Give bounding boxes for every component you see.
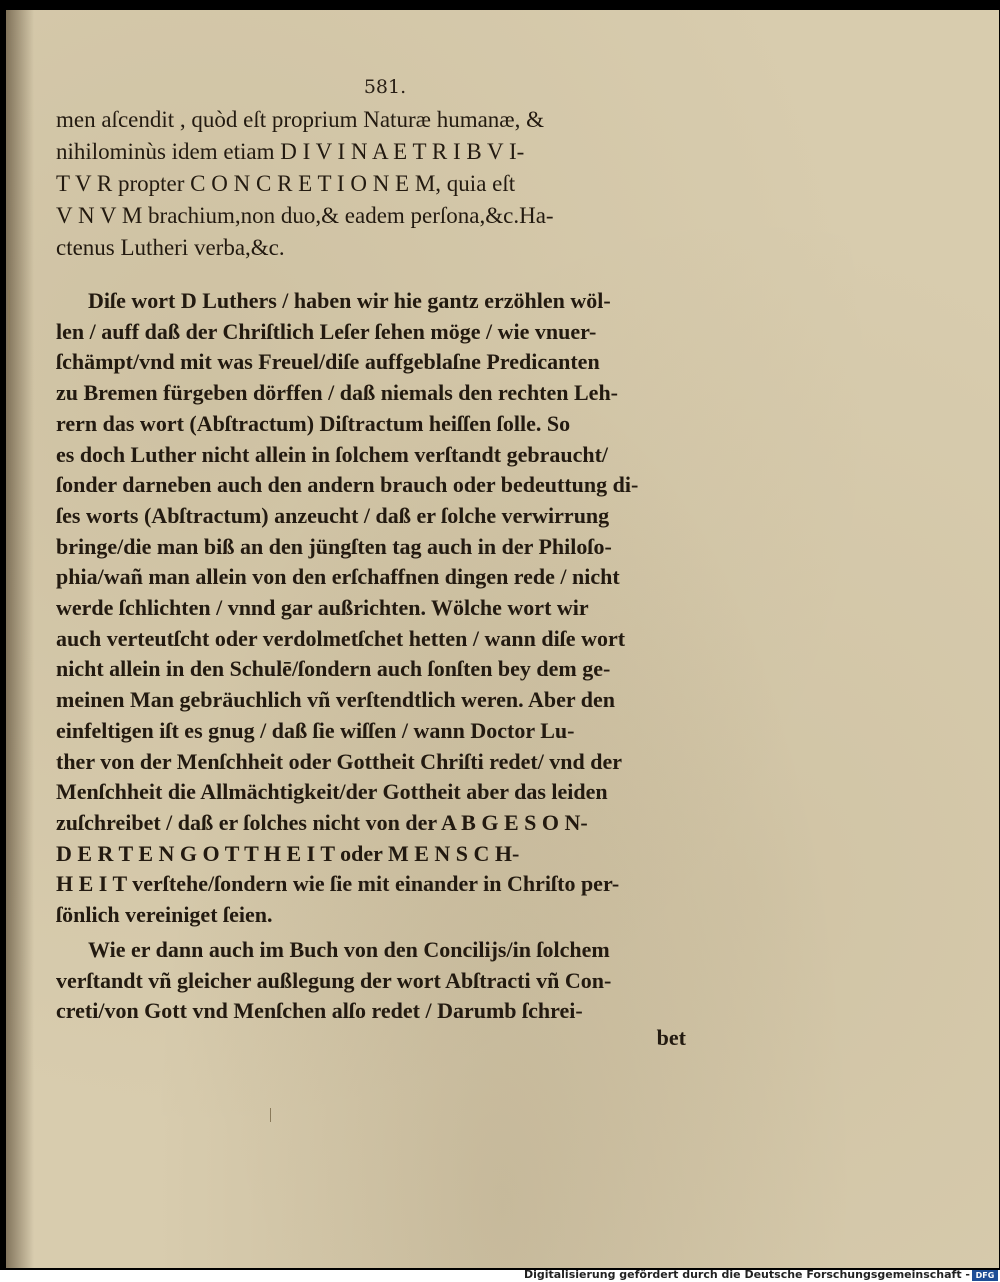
text-line: phia/wañ man allein von den erſchaffnen dingen rede / nicht <box>56 564 620 590</box>
text-line: Menſchheit die Allmächtigkeit/der Gottheit aber das leiden <box>56 779 608 805</box>
text-line: Diſe wort D Luthers / haben wir hie gantz erzöhlen wöl- <box>88 288 611 313</box>
funding-credit: Digitalisierung gefördert durch die Deutsche Forschungsgemeinschaft - <box>523 1268 970 1281</box>
text-line: zuſchreibet / daß er ſolches nicht von der A B G E S O N- <box>56 809 588 835</box>
text-line: H E I T verſtehe/ſondern wie ſie mit einander in Chriſto per- <box>56 871 620 897</box>
text-line: len / auff daß der Chriſtlich Leſer ſehen möge / wie vnuer- <box>56 318 597 344</box>
margin-mark <box>8 290 10 350</box>
text-line: meinen Man gebräuchlich vñ verſtendtlich weren. Aber den <box>56 687 615 713</box>
text-line: verſtandt vñ gleicher außlegung der wort Abſtracti vñ Con- <box>56 967 612 993</box>
text-line: T V R propter C O N C R E T I O N E M, quia eſt <box>56 171 516 196</box>
text-line: ſonder darneben auch den andern brauch oder bedeuttung di- <box>56 472 639 498</box>
text-line: es doch Luther nicht allein in ſolchem verſtandt gebraucht/ <box>56 441 609 467</box>
paragraph-2 <box>56 935 686 1027</box>
text-line: bringe/die man biß an den jüngſten tag auch in der Philoſo- <box>56 533 612 559</box>
text-line: creti/von Gott vnd Menſchen alſo redet / Darumb ſchrei- <box>56 998 583 1024</box>
text-line: ſönlich vereiniget ſeien. <box>56 902 273 928</box>
binding-shadow <box>6 10 34 1268</box>
catchword: bet <box>656 1025 686 1050</box>
text-line: nihilominùs idem etiam D I V I N A E T R I B V I- <box>56 139 525 164</box>
page-number: 581. <box>363 76 407 98</box>
text-line: nicht allein in den Schulē/ſondern auch ſonſten bey dem ge- <box>56 656 611 682</box>
paragraph-1 <box>56 286 686 931</box>
text-line: einfeltigen iſt es gnug / daß ſie wiſſen / wann Doctor Lu- <box>56 717 575 743</box>
dfg-logo-icon: DFG <box>972 1270 998 1281</box>
text-line: ſchämpt/vnd mit was Freuel/diſe auffgeblaſne Predicanten <box>56 349 600 375</box>
text-line: men aſcendit , quòd eſt proprium Naturæ humanæ, & <box>56 107 545 132</box>
text-line: V N V M brachium,non duo,& eadem perſona,&c.Ha- <box>56 203 554 228</box>
text-line: rern das wort (Abſtractum) Diſtractum heiſſen ſolle. So <box>56 410 571 436</box>
text-line: ſes worts (Abſtractum) anzeucht / daß er ſolche verwirrung <box>56 502 610 528</box>
text-line: ther von der Menſchheit oder Gottheit Chriſti redet/ vnd der <box>56 748 623 774</box>
margin-mark <box>270 1108 271 1122</box>
text-line: werde ſchlichten / vnnd gar außrichten. Wölche wort wir <box>56 595 589 621</box>
text-line: ctenus Lutheri verba,&c. <box>56 235 285 260</box>
latin-quotation <box>56 104 686 264</box>
text-line: auch verteutſcht oder verdolmetſchet hetten / wann diſe wort <box>56 625 626 651</box>
text-line: D E R T E N G O T T H E I T oder M E N S C H- <box>56 840 520 866</box>
text-line: Wie er dann auch im Buch von den Concilijs/in ſolchem <box>88 937 610 962</box>
text-line: zu Bremen fürgeben dörffen / daß niemals den rechten Leh- <box>56 380 618 406</box>
